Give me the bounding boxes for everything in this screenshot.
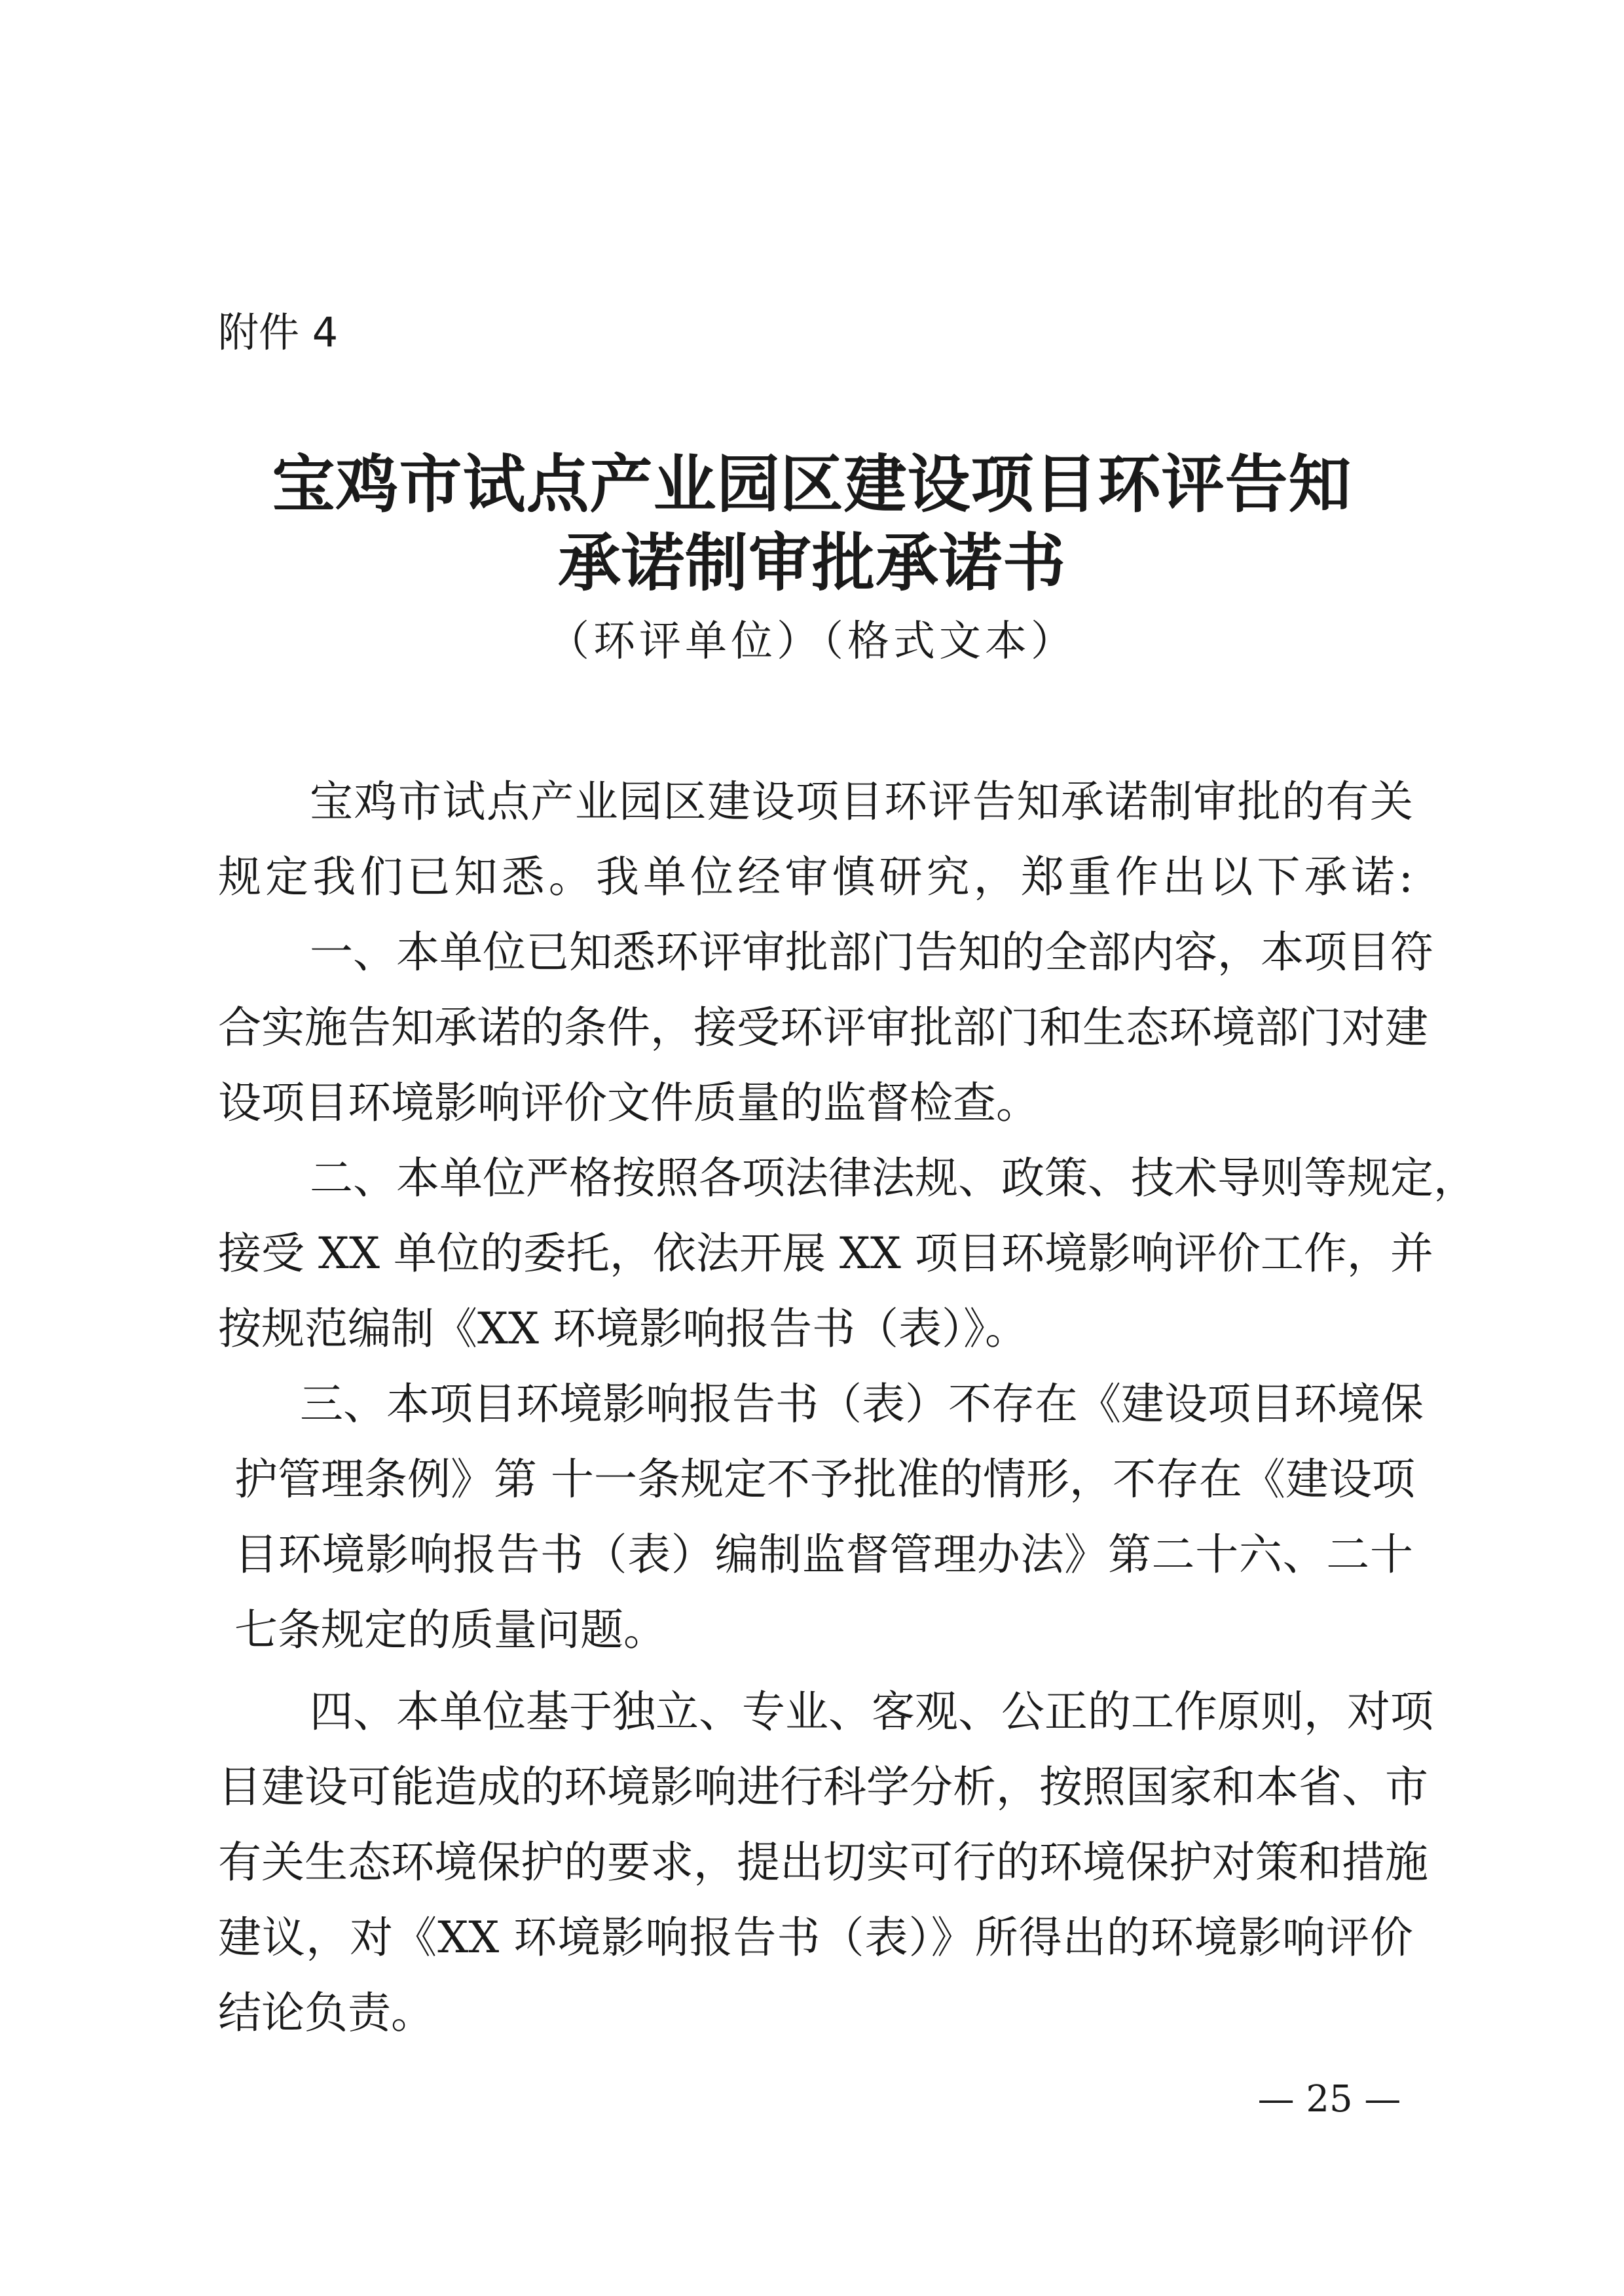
attachment-label: 附件 4 xyxy=(218,308,339,356)
body-line: 一、本单位已知悉环评审批部门告知的全部内容，本项目符 xyxy=(310,927,1433,977)
body-line: 宝鸡市试点产业园区建设项目环评告知承诺制审批的有关 xyxy=(310,776,1413,827)
body-line: 护管理条例》第 十一条规定不予批准的情形，不存在《建设项 xyxy=(234,1454,1415,1504)
body-line: 设项目环境影响评价文件质量的监督检查。 xyxy=(218,1078,1039,1128)
body-line: 有关生态环境保护的要求，提出切实可行的环境保护对策和措施 xyxy=(218,1837,1428,1887)
body-line: 结论负责。 xyxy=(218,1988,434,2038)
body-line: 三、本项目环境影响报告书（表）不存在《建设项目环境保 xyxy=(300,1379,1424,1429)
document-subtitle: （环评单位）（格式文本） xyxy=(547,617,1077,666)
document-title-line-1: 宝鸡市试点产业园区建设项目环评告知 xyxy=(272,448,1352,521)
body-line: 目环境影响报告书（表）编制监督管理办法》第二十六、二十 xyxy=(234,1529,1413,1580)
page-number: — 25 — xyxy=(1257,2078,1401,2121)
body-line: 四、本单位基于独立、专业、客观、公正的工作原则，对项 xyxy=(310,1686,1433,1737)
body-line: 合实施告知承诺的条件，接受环评审批部门和生态环境部门对建 xyxy=(218,1002,1428,1053)
body-line: 按规范编制《XX 环境影响报告书（表）》。 xyxy=(218,1303,1028,1354)
body-line: 目建设可能造成的环境影响进行科学分析，按照国家和本省、市 xyxy=(218,1762,1428,1812)
body-line: 接受 XX 单位的委托，依法开展 XX 项目环境影响评价工作，并 xyxy=(218,1228,1433,1279)
body-line: 七条规定的质量问题。 xyxy=(234,1605,667,1655)
body-line: 建议，对《XX 环境影响报告书（表）》所得出的环境影响评价 xyxy=(218,1912,1413,1963)
body-line: 二、本单位严格按照各项法律法规、政策、技术导则等规定， xyxy=(310,1153,1477,1203)
body-line: 规定我们已知悉。我单位经审慎研究，郑重作出以下承诺: xyxy=(218,852,1413,902)
document-title-line-2: 承诺制审批承诺书 xyxy=(558,526,1066,600)
